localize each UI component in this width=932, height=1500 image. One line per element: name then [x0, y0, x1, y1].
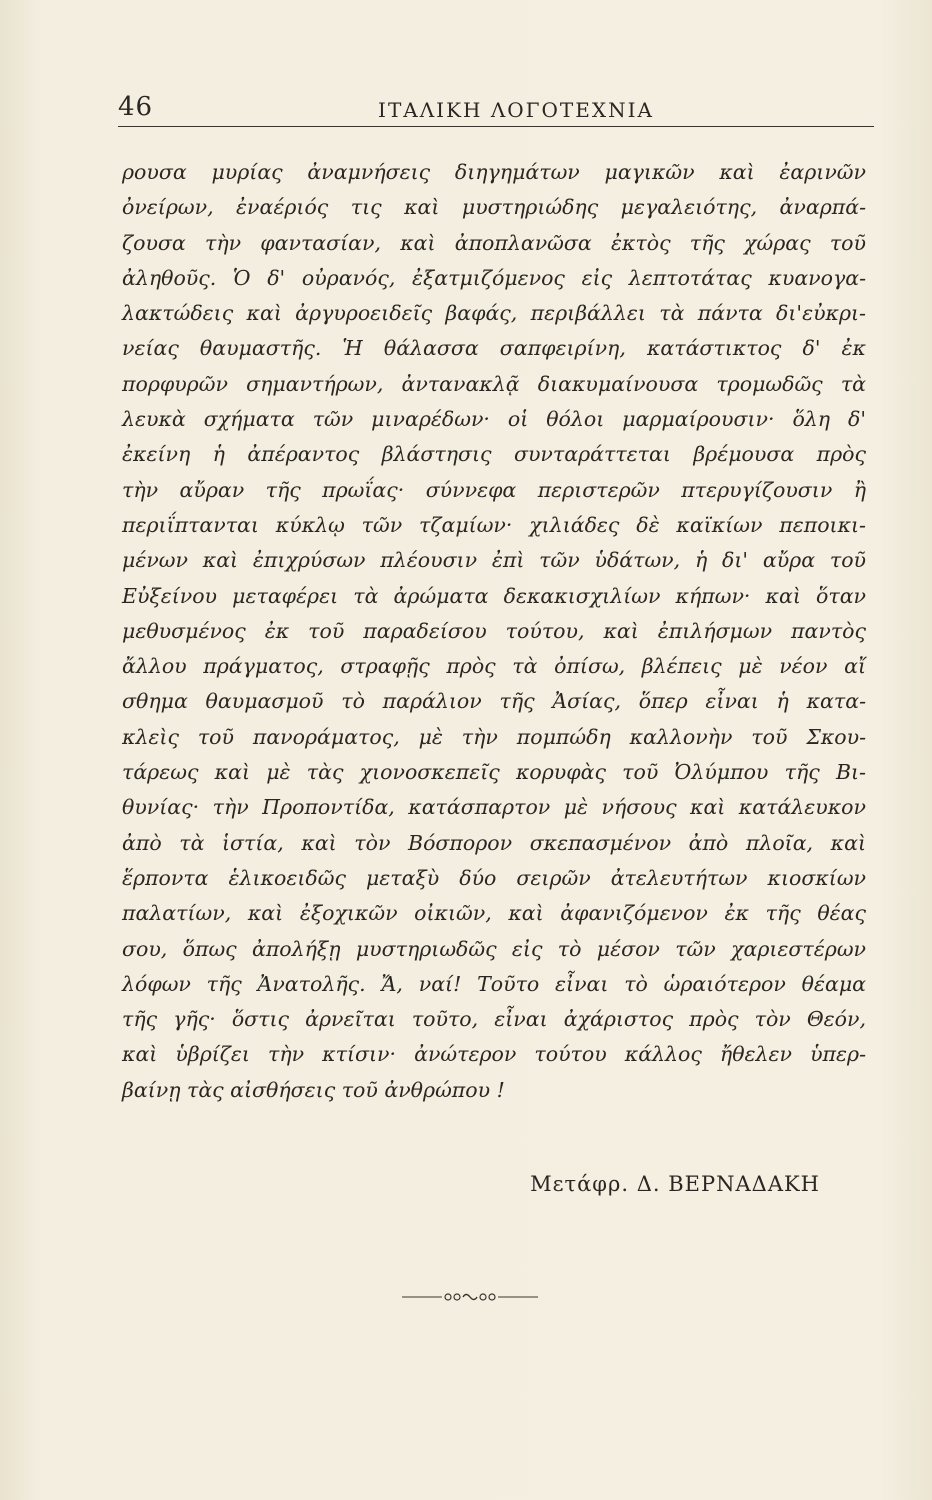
page-number: 46: [118, 92, 154, 122]
text-line: ρουσα μυρίας ἀναμνήσεις διηγημάτων μαγικῶν καὶ ἐαρινῶν: [122, 160, 866, 184]
text-line: τάρεως καὶ μὲ τὰς χιονοσκεπεῖς κορυφὰς τοῦ Ὀλύμπου τῆς Βι-: [122, 760, 866, 785]
text-line: ἕρποντα ἑλικοειδῶς μεταξὺ δύο σειρῶν ἀτελευτήτων κιοσκίων: [122, 865, 866, 890]
text-line: τῆς γῆς· ὅστις ἀρνεῖται τοῦτο, εἶναι ἀχάριστος πρὸς τὸν Θεόν,: [122, 1007, 866, 1032]
text-line: ἐκείνη ἡ ἀπέραντος βλάστησις συνταράττεται βρέμουσα πρὸς: [122, 442, 866, 467]
end-ornament: [400, 1289, 540, 1305]
text-line: κλεὶς τοῦ πανοράματος, μὲ τὴν πομπώδη καλλονὴν τοῦ Σκου-: [122, 724, 866, 749]
text-line: Εὐξείνου μεταφέρει τὰ ἀρώματα δεκακισχιλίων κήπων· καὶ ὅταν: [122, 583, 866, 608]
text-line: ζουσα τὴν φαντασίαν, καὶ ἀποπλανῶσα ἐκτὸς τῆς χώρας τοῦ: [122, 230, 866, 255]
body-text: [122, 155, 866, 1108]
text-line: τὴν αὔραν τῆς πρωΐας· σύννεφα περιστερῶν πτερυγίζουσιν ἢ: [122, 477, 866, 502]
text-line: περιΐπτανται κύκλῳ τῶν τζαμίων· χιλιάδες δὲ καϊκίων πεποικι-: [122, 512, 866, 537]
text-line: μένων καὶ ἐπιχρύσων πλέουσιν ἐπὶ τῶν ὑδάτων, ἡ δι' αὔρα τοῦ: [122, 548, 866, 573]
text-line: λακτώδεις καὶ ἀργυροειδεῖς βαφάς, περιβάλλει τὰ πάντα δι'εὐκρι-: [122, 301, 866, 326]
text-line: παλατίων, καὶ ἐξοχικῶν οἰκιῶν, καὶ ἀφανιζόμενον ἐκ τῆς θέας: [122, 901, 866, 926]
translator-signature: Μετάφρ. Δ. ΒΕΡΝΑΔΑΚΗ: [530, 1172, 820, 1196]
text-line: ἀπὸ τὰ ἱστία, καὶ τὸν Βόσπορον σκεπασμένον ἀπὸ πλοῖα, καὶ: [122, 830, 866, 855]
header-rule: [118, 126, 874, 127]
text-line: ἀληθοῦς. Ὁ δ' οὐρανός, ἐξατμιζόμενος εἰς λεπτοτάτας κυανογα-: [122, 265, 866, 290]
page-header: [118, 92, 874, 132]
text-line: σθημα θαυμασμοῦ τὸ παράλιον τῆς Ἀσίας, ὅπερ εἶναι ἡ κατα-: [122, 689, 866, 714]
text-line: ὀνείρων, ἐναέριός τις καὶ μυστηριώδης μεγαλειότης, ἀναρπά-: [122, 195, 866, 220]
text-line: ἄλλου πράγματος, στραφῇς πρὸς τὰ ὀπίσω, βλέπεις μὲ νέον αἴ: [122, 654, 866, 679]
text-line: πορφυρῶν σημαντήρων, ἀντανακλᾷ διακυμαίνουσα τρομωδῶς τὰ: [122, 371, 866, 396]
text-line: καὶ ὑβρίζει τὴν κτίσιν· ἀνώτερον τούτου κάλλος ἤθελεν ὑπερ-: [122, 1042, 866, 1067]
text-line: σου, ὅπως ἀπολήξῃ μυστηριωδῶς εἰς τὸ μέσον τῶν χαριεστέρων: [122, 936, 866, 961]
text-line: λευκὰ σχήματα τῶν μιναρέδων· οἱ θόλοι μαρμαίρουσιν· ὅλη δ': [122, 407, 866, 432]
text-line: μεθυσμένος ἐκ τοῦ παραδείσου τούτου, καὶ ἐπιλήσμων παντὸς: [122, 618, 866, 643]
text-line: θυνίας· τὴν Προποντίδα, κατάσπαρτον μὲ νήσους καὶ κατάλευκον: [122, 795, 866, 820]
running-title: ΙΤΑΛΙΚΗ ΛΟΓΟΤΕΧΝΙΑ: [378, 98, 654, 122]
text-line-last: βαίνῃ τὰς αἰσθήσεις τοῦ ἀνθρώπου !: [122, 1077, 505, 1102]
text-line: λόφων τῆς Ἀνατολῆς. Ἄ, ναί! Τοῦτο εἶναι τὸ ὡραιότερον θέαμα: [122, 971, 866, 996]
text-line: νείας θαυμαστῆς. Ἡ θάλασσα σαπφειρίνη, κατάστικτος δ' ἐκ: [122, 336, 866, 361]
